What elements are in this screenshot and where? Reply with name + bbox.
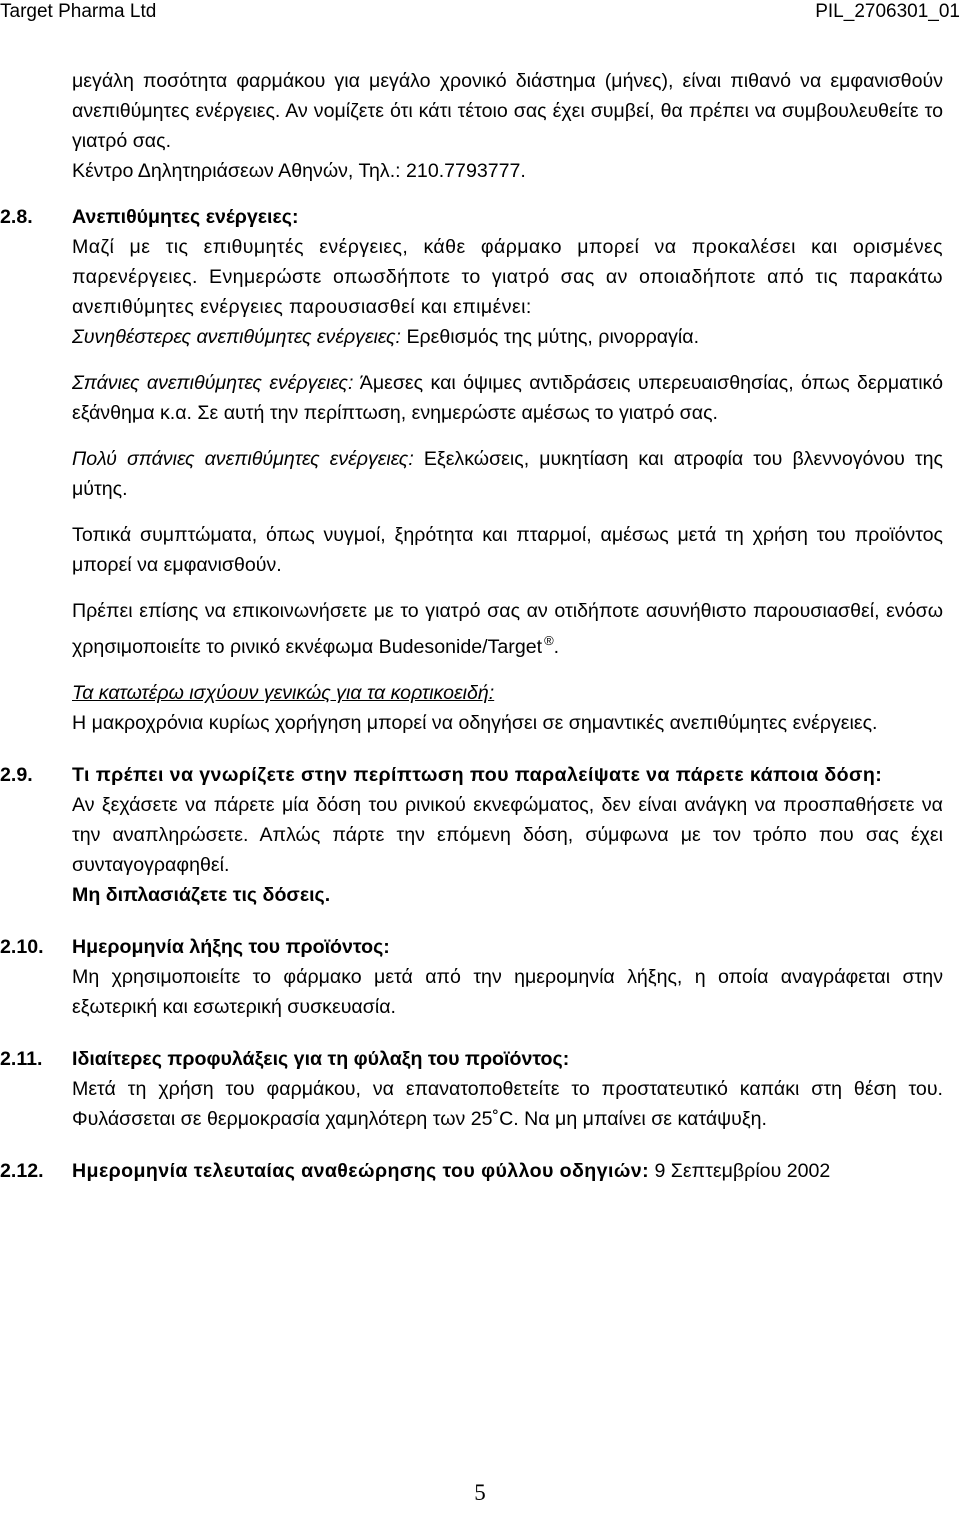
corticosteroid-label: Τα κατωτέρω ισχύουν γενικώς για τα κορτικοειδή: — [72, 682, 495, 704]
missed-dose-text: Αν ξεχάσετε να πάρετε μία δόση του ρινικού εκνεφώματος, δεν είναι ανάγκη να προσπαθήσετε να την αναπληρώσετε. Απλώς πάρτε την επόμενη δόση, σύμφωνα με τον τρόπο που σας έχει συνταγογραφηθεί. — [72, 794, 943, 876]
intro-block — [0, 66, 960, 186]
revision-line — [72, 1156, 943, 1186]
rare-text: Άμεσες και όψιμες αντιδράσεις υπερευαισθησίας, όπως δερματικό εξάνθημα κ.α. Σε αυτή την περίπτωση, ενημερώστε αμέσως το γιατρό σας. — [72, 372, 943, 424]
common-text: Ερεθισμός της μύτης, ρινορραγία. — [401, 326, 700, 348]
section-2-9 — [0, 760, 960, 910]
page-number: 5 — [474, 1480, 486, 1505]
very-rare-text: Εξελκώσεις, μυκητίαση και ατροφία του βλεννογόνου της μύτης. — [72, 448, 943, 500]
revision-date: 9 Σεπτεμβρίου 2002 — [649, 1160, 831, 1182]
section-2-10 — [0, 932, 960, 1022]
section-2-8 — [0, 202, 960, 738]
no-double-dose-warning: Μη διπλασιάζετε τις δόσεις. — [72, 884, 331, 906]
section-2-12 — [0, 1156, 960, 1186]
section-title: Ημερομηνία λήξης του προϊόντος: — [72, 936, 390, 958]
page-header — [0, 0, 960, 26]
section-title: Τι πρέπει να γνωρίζετε στην περίπτωση που παραλείψατε να πάρετε κάποια δόση: — [72, 764, 883, 786]
document-body — [0, 66, 960, 1186]
storage-text: Μετά τη χρήση του φαρμάκου, να επανατοποθετείτε το προστατευτικό καπάκι στη θέση του. Φυλάσσεται σε θερμοκρασία χαμηλότερη των 25˚C. Να μη μπαίνει σε κατάψυξη. — [72, 1078, 943, 1130]
corticosteroid-text: Η μακροχρόνια κυρίως χορήγηση μπορεί να οδηγήσει σε σημαντικές ανεπιθύμητες ενέργειες. — [72, 712, 878, 734]
poison-center-contact: Κέντρο Δηλητηριάσεων Αθηνών, Τηλ.: 210.7793777. — [72, 160, 526, 182]
contact-doctor-paragraph: Πρέπει επίσης να επικοινωνήσετε με το γιατρό σας αν οτιδήποτε ασυνήθιστο παρουσιασθεί, ενόσω χρησιμοποιείτε το ρινικό εκνέφωμα Budesonide/Target ®. — [72, 600, 943, 658]
very-rare-side-effects — [72, 444, 943, 504]
section-2-11 — [0, 1044, 960, 1134]
section-number: 2.12. — [0, 1160, 44, 1182]
corticosteroid-general — [72, 678, 943, 738]
registered-mark: ® — [544, 633, 554, 648]
header-document-code: PIL_2706301_01 — [815, 1, 960, 22]
side-effects-intro: Μαζί με τις επιθυμητές ενέργειες, κάθε φάρμακο μπορεί να προκαλέσει και ορισμένες παρενέργειες. Ενημερώστε οπωσδήποτε το γιατρό σας αν οποιαδήποτε από τις παρακάτω ανεπιθύμητες ενέργειες παρουσιασθεί και επιμένει: — [72, 236, 943, 318]
header-company: Target Pharma Ltd — [0, 1, 157, 22]
section-number: 2.9. — [0, 764, 33, 786]
expiry-text: Μη χρησιμοποιείτε το φάρμακο μετά από την ημερομηνία λήξης, η οποία αναγράφεται στην εξωτερική και εσωτερική συσκευασία. — [72, 966, 943, 1018]
section-title: Ιδιαίτερες προφυλάξεις για τη φύλαξη του προϊόντος: — [72, 1048, 570, 1070]
rare-label: Σπάνιες ανεπιθύμητες ενέργειες: — [72, 372, 354, 394]
local-symptoms: Τοπικά συμπτώματα, όπως νυγμοί, ξηρότητα και πταρμοί, αμέσως μετά τη χρήση του προϊόντος μπορεί να εμφανισθούν. — [72, 524, 943, 576]
very-rare-label: Πολύ σπάνιες ανεπιθύμητες ενέργειες: — [72, 448, 414, 470]
intro-paragraph: μεγάλη ποσότητα φαρμάκου για μεγάλο χρονικό διάστημα (μήνες), είναι πιθανό να εμφανισθούν ανεπιθύμητες ενέργειες. Αν νομίζετε ότι κάτι τέτοιο σας έχει συμβεί, θα πρέπει να συμβουλευθείτε το γιατρό σας. — [72, 70, 943, 152]
section-title: Ανεπιθύμητες ενέργειες: — [72, 206, 299, 228]
common-label: Συνηθέστερες ανεπιθύμητες ενέργειες: — [72, 326, 401, 348]
section-number: 2.10. — [0, 936, 44, 958]
section-title: Ημερομηνία τελευταίας αναθεώρησης του φύλλου οδηγιών: — [72, 1160, 649, 1182]
section-number: 2.11. — [0, 1048, 43, 1070]
contact-doctor-text: Πρέπει επίσης να επικοινωνήσετε με το γιατρό σας αν οτιδήποτε ασυνήθιστο παρουσιασθεί, ενόσω χρησιμοποιείτε το ρινικό εκνέφωμα Budesonide/Target — [72, 600, 943, 658]
rare-side-effects — [72, 368, 943, 428]
common-side-effects — [72, 322, 943, 352]
section-number: 2.8. — [0, 206, 33, 228]
